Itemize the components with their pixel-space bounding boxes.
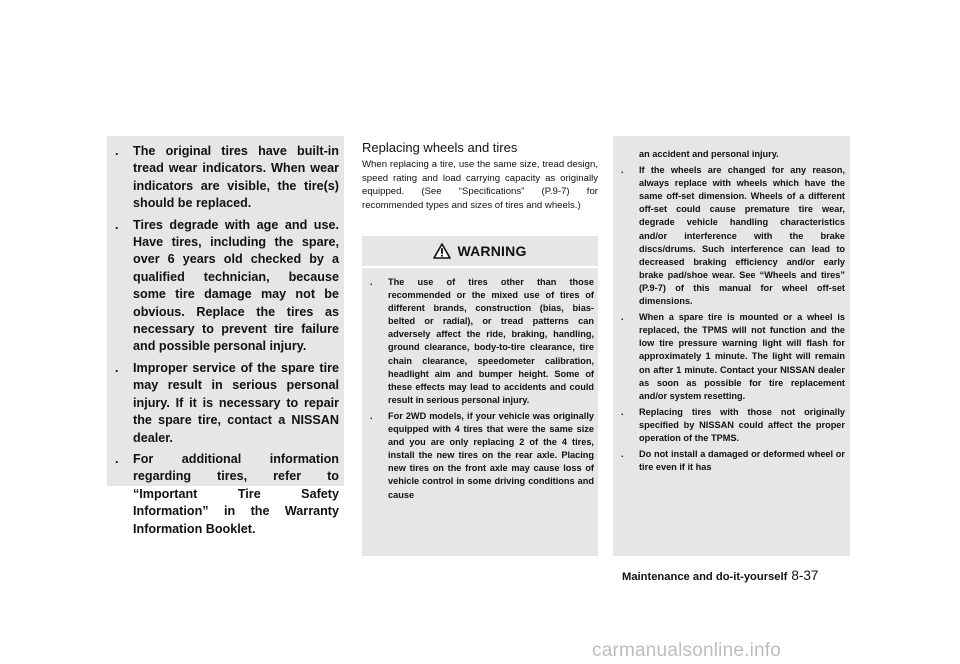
- bullet-text: For additional information regarding tires, refer to “Important Tire Safety Information” in the Warranty Information Booklet.: [133, 451, 339, 536]
- list-item: [621, 164, 845, 308]
- bullet-text: The original tires have built-in tread wear indicators. When wear indicators are visible, the tire(s) should be replaced.: [133, 144, 339, 211]
- bullet-text: Do not install a damaged or deformed wheel or tire even if it has: [639, 449, 845, 473]
- section-intro: When replacing a tire, use the same size, tread design, speed rating and load carrying capacity as originally equipped. (See “Specifications” (P.9-7) for recommended types and sizes of tires and wheels.): [362, 159, 598, 211]
- list-item: [621, 406, 845, 445]
- bullet-marker: .: [115, 144, 119, 158]
- right-bullet-list: [621, 148, 845, 477]
- watermark: carmanualsonline.info: [592, 640, 782, 661]
- warning-triangle-icon: [433, 243, 451, 259]
- bullet-text: Replacing tires with those not originally specified by NISSAN could affect the proper operation of the TPMS.: [639, 406, 845, 443]
- list-item: [370, 410, 594, 502]
- bullet-text: The use of tires other than those recommended or the mixed use of tires of different brands, construction (bias, bias-belted or radial), or tread patterns can adversely affect the ride, braking, handling, ground clearance, body-to-tire clearance, tire chain clearance, speedometer calibration, headlight aim and bumper height. Some of these effects may lead to accidents and could result in serious personal injury.: [388, 277, 594, 405]
- bullet-marker: .: [370, 277, 373, 287]
- bullet-marker: .: [621, 312, 624, 323]
- bullet-marker: .: [621, 406, 624, 417]
- list-item: [621, 311, 845, 403]
- footer-section-name: Maintenance and do-it-yourself: [622, 571, 788, 583]
- list-item: [621, 448, 845, 474]
- bullet-text: When a spare tire is mounted or a wheel is replaced, the TPMS will not function and the low tire pressure warning light will flash for approximately 1 minute. The light will remain on after 1 minute. Contact your NISSAN dealer as soon as possible for tire replacement and/or system resetting.: [639, 312, 845, 401]
- bullet-marker: .: [621, 449, 624, 460]
- bullet-marker: .: [115, 451, 119, 466]
- left-bullet-list: [115, 143, 339, 542]
- bullet-text: For 2WD models, if your vehicle was originally equipped with 4 tires that were the same size and you are only replacing 2 of the 4 tires, install the new tires on the rear axle. Placing new tires on the front axle may cause loss of vehicle control in some driving conditions and cause: [388, 410, 594, 500]
- list-item: [115, 217, 339, 356]
- list-item-continuation: [621, 148, 845, 161]
- bullet-text: Tires degrade with age and use. Have tires, including the spare, over 6 years old checked by a qualified technician, because some tire damage may not be obvious. Replace the tires as necessary to prevent tire failure and possible personal injury.: [133, 217, 339, 354]
- list-item: [115, 451, 339, 538]
- bullet-marker: .: [115, 360, 119, 375]
- warning-title: WARNING: [457, 243, 527, 259]
- bullet-text: If the wheels are changed for any reason, always replace with wheels which have the same off-set dimension. Wheels of a different off-set could cause premature tire wear, degrade vehicle handling characteristics and/or interference with the brake discs/drums. Such interference can lead to decreased braking efficiency and/or early brake pad/shoe wear. See “Wheels and tires” (P.9-7) of this manual for wheel off-set dimensions.: [639, 165, 845, 307]
- bullet-marker: .: [370, 410, 373, 421]
- list-item: [370, 276, 594, 407]
- warning-bullet-list: [370, 276, 594, 505]
- bullet-text: Improper service of the spare tire may result in serious personal injury. If it is necessary to repair the spare tire, contact a NISSAN dealer.: [133, 360, 339, 445]
- bullet-marker: .: [621, 165, 624, 176]
- section-title: Replacing wheels and tires: [362, 140, 518, 155]
- warning-header: [362, 236, 598, 268]
- bullet-text: an accident and personal injury.: [639, 149, 779, 159]
- warning-box: [362, 236, 598, 556]
- page-number: 8-37: [791, 568, 819, 583]
- page-footer: [622, 568, 818, 583]
- bullet-marker: .: [115, 217, 119, 232]
- list-item: [115, 360, 339, 447]
- list-item: [115, 143, 339, 213]
